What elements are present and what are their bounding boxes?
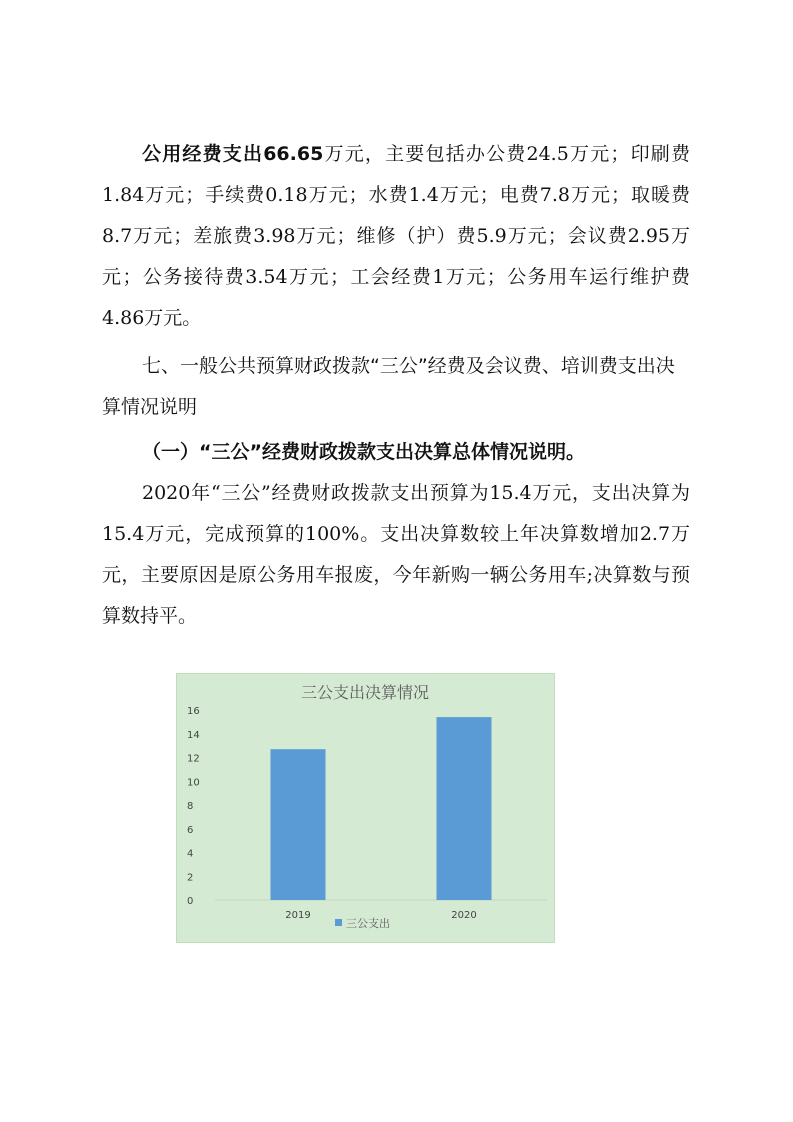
legend-swatch (335, 919, 342, 926)
y-tick-label: 0 (187, 896, 194, 907)
y-tick-label: 6 (187, 824, 194, 836)
paragraph-sangong-summary: 2020年“三公”经费财政拨款支出预算为15.4万元，支出决算为15.4万元，完成预算的100%。支出决算数较上年决算数增加2.7万元，主要原因是原公务用车报废，今年新购一辆公务用车;决算数与预算数持平。 (102, 482, 690, 627)
y-tick-label: 8 (187, 801, 194, 812)
y-tick-label: 2 (187, 872, 194, 884)
chart-title: 三公支出决算情况 (300, 683, 430, 702)
paragraph-body: 万元，主要包括办公费24.5万元；印刷费1.84万元；手续费0.18万元；水费1.4万元；电费7.8万元；取暖费8.7万元；差旅费3.98万元；维修（护）费5.9万元；会议费2.95万元；公务接待费3.54万元；工会经费1万元；公务用车运行维护费4.86万元。 (102, 143, 690, 329)
bar-chart (176, 673, 555, 943)
bar-2019 (271, 749, 326, 900)
subsection-heading: （一）“三公”经费财政拨款支出决算总体情况说明。 (142, 441, 585, 463)
y-tick-label: 16 (187, 706, 200, 717)
paragraph-public-expenses (102, 134, 690, 339)
section-heading: 七、一般公共预算财政拨款“三公”经费及会议费、培训费支出决算情况说明 (102, 355, 675, 418)
y-tick-label: 4 (187, 848, 194, 860)
paragraph-lead: 公用经费支出66.65 (142, 143, 324, 165)
x-tick-label: 2019 (285, 910, 311, 921)
y-tick-label: 12 (187, 753, 200, 765)
x-tick-label: 2020 (451, 910, 477, 921)
y-tick-label: 14 (187, 729, 200, 741)
y-axis (187, 706, 200, 907)
legend-label: 三公支出 (346, 917, 390, 930)
legend (335, 916, 390, 930)
bar-2020 (437, 717, 492, 900)
chart-canvas (177, 674, 554, 942)
y-tick-label: 10 (187, 777, 200, 789)
bar-series (271, 717, 492, 900)
